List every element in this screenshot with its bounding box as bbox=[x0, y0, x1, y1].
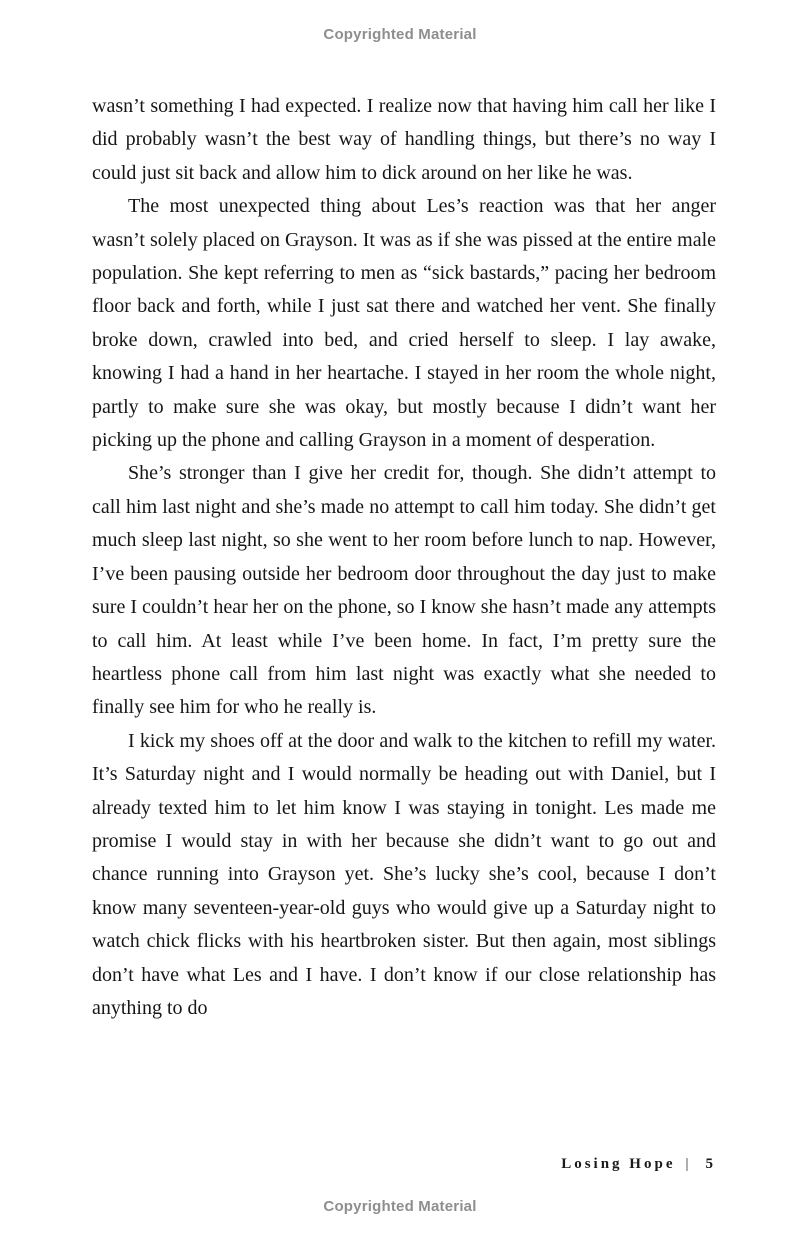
paragraph: She’s stronger than I give her credit for, though. She didn’t attempt to call him last night and she’s made no attempt to call him today. She didn’t get much sleep last night, so she went to her room before lunch to nap. However, I’ve been pausing outside her bedroom door throughout the day just to make sure I couldn’t hear her on the phone, so I know she hasn’t made any attempts to call him. At least while I’ve been home. In fact, I’m pretty sure the heartless phone call from him last night was exactly what she needed to finally see him for who he really is. bbox=[92, 462, 716, 719]
running-footer bbox=[92, 1156, 716, 1173]
paragraph: The most unexpected thing about Les’s reaction was that her anger wasn’t solely placed on Grayson. It was as if she was pissed at the entire male population. She kept referring to men as “sick bastards,” pacing her bedroom floor back and forth, while I just sat there and watched her vent. She finally broke down, crawled into bed, and cried herself to sleep. I lay awake, knowing I had a hand in her heartache. I stayed in her room the whole night, partly to make sure she was okay, but mostly because I didn’t want her picking up the phone and calling Grayson in a moment of desperation. bbox=[92, 195, 716, 452]
copyright-notice-top: Copyrighted Material bbox=[323, 26, 477, 43]
paragraph: I kick my shoes off at the door and walk to the kitchen to refill my water. It’s Saturday night and I would normally be heading out with Daniel, but I already texted him to let him know I was staying in tonight. Les made me promise I would stay in with her because she didn’t want to go out and chance running into Grayson yet. She’s lucky she’s cool, because I don’t know many seventeen-year-old guys who would give up a Saturday night to watch chick flicks with his heartbroken sister. But then again, most siblings don’t have what Les and I have. I don’t know if our close relationship has anything to do bbox=[92, 729, 716, 1019]
footer-separator: | bbox=[685, 1156, 692, 1172]
page-number: 5 bbox=[705, 1156, 716, 1172]
paragraph: wasn’t something I had expected. I realize now that having him call her like I did probably wasn’t the best way of handling things, but there’s no way I could just sit back and allow him to dick around on her like he was. bbox=[92, 95, 716, 184]
copyright-notice-bottom: Copyrighted Material bbox=[323, 1198, 477, 1215]
book-title: Losing Hope bbox=[561, 1156, 676, 1172]
page-body bbox=[92, 90, 716, 1025]
